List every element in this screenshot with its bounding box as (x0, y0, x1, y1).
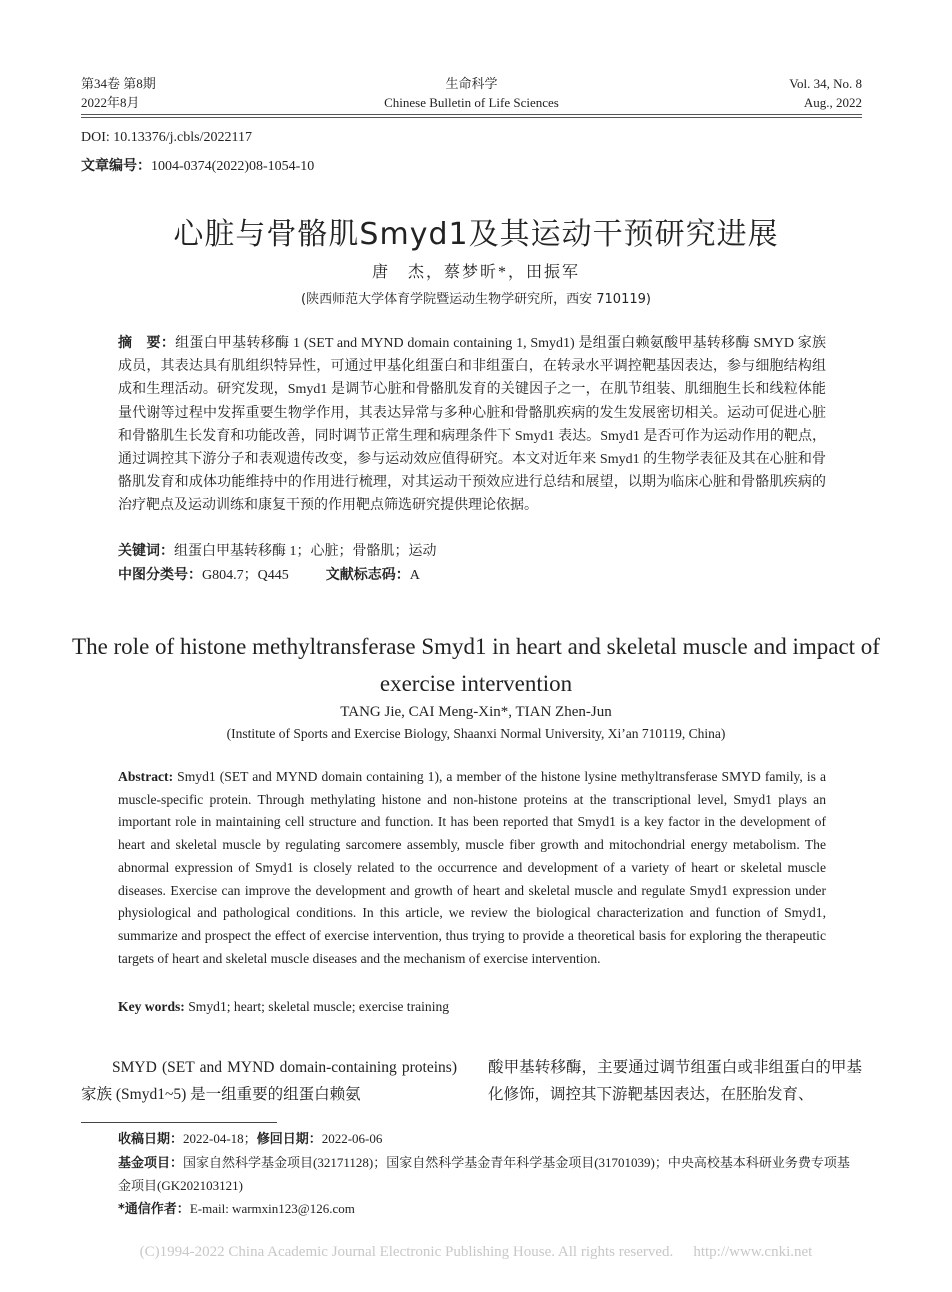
cnki-url[interactable]: http://www.cnki.net (693, 1244, 813, 1260)
dates-line (118, 1128, 862, 1152)
body-paragraph-left: SMYD (SET and MYND domain-containing proteins) 家族 (Smyd1~5) 是一组重要的组蛋白赖氨 (81, 1059, 457, 1103)
abstract-cn-text: 组蛋白甲基转移酶 1 (SET and MYND domain containing 1, Smyd1) 是组蛋白赖氨酸甲基转移酶 SMYD 家族成员，其表达具有肌组织特异性，可通过甲基化组蛋白和非组蛋白，在转录水平调控靶基因表达，参与细胞结构组成和生理活动。研究发现，Smyd1 是调节心脏和骨骼肌发育的关键因子之一，在肌节组装、肌细胞生长和线粒体能量代谢等过程中发挥重要生物学作用，其表达异常与多种心脏和骨骼肌疾病的发生发展密切相关。运动可促进心脏和骨骼肌生长发育和功能改善，同时调节正常生理和病理条件下 Smyd1 表达。Smyd1 是否可作为运动作用的靶点，通过调控其下游分子和表观遗传改变，参与运动效应值得研究。本文对近年来 Smyd1 的生物学表征及其在心脏和骨骼肌发育和成体功能维持中的作用进行梳理，对其运动干预效应进行总结和展望，以期为临床心脏和骨骼肌疾病的治疗靶点及运动训练和康复干预的作用靶点筛选研究提供理论依据。 (118, 336, 826, 514)
doc-code-value: A (409, 568, 420, 583)
volume-issue-en-line: Vol. 34, No. 8 (789, 76, 862, 91)
keywords-en (118, 996, 826, 1018)
clc-value: G804.7；Q445 (202, 568, 289, 583)
article-number (81, 156, 314, 177)
date-line: 2022年8月 (81, 95, 140, 110)
keywords-cn-label: 关键词： (118, 543, 174, 559)
keywords-cn-value: 组蛋白甲基转移酶 1；心脏；骨骼肌；运动 (174, 544, 437, 559)
received-date: 2022-04-18； (183, 1131, 257, 1146)
corresponding-label: *通信作者： (118, 1201, 190, 1217)
body-column-right (488, 1054, 862, 1108)
article-number-label: 文章编号： (81, 158, 151, 174)
body-paragraph-right: 酸甲基转移酶，主要通过调节组蛋白或非组蛋白的甲基化修饰，调控其下游靶基因表达，在胚胎发育、 (488, 1059, 862, 1103)
paper-title-cn: 心脏与骨骼肌Smyd1及其运动干预研究进展 (173, 217, 779, 252)
abstract-en-label: Abstract: (118, 769, 174, 784)
received-label: 收稿日期： (118, 1132, 184, 1147)
funding-label: 基金项目： (118, 1155, 184, 1171)
doi[interactable]: DOI: 10.13376/j.cbls/2022117 (81, 130, 252, 145)
volume-issue-en (789, 74, 862, 112)
revised-label: 修回日期： (256, 1132, 322, 1147)
abstract-en-text: Smyd1 (SET and MYND domain containing 1), a member of the histone lysine methyltransferase SMYD family, is a muscle-specific protein. Through methylating histone and non-histone proteins at the transcriptional level, Smyd1 plays an important role in maintaining cell structure and function. It has been reported that Smyd1 is a key factor in the development of heart and skeletal muscle by regulating sarcomere assembly, muscle fiber growth and mitochondrial energy metabolism. The abnormal expression of Smyd1 is closely related to the occurrence and development of a variety of heart or skeletal muscle diseases. Exercise can improve the development and growth of heart and skeletal muscle and regulate Smyd1 expression under physiological and pathological conditions. In this article, we review the biological characterization and function of Smyd1, summarize and prospect the effect of exercise intervention, thus trying to provide a theoretical basis for exploring the therapeutic targets of heart and skeletal muscle diseases and the mechanism of exercise intervention. (118, 769, 826, 966)
body-column-left (81, 1054, 457, 1108)
header-rule (81, 114, 862, 115)
paper-title-en: The role of histone methyltransferase Smyd1 in heart and skeletal muscle and impact of exercise intervention (72, 634, 880, 696)
classification-line (118, 564, 826, 587)
funding-line (118, 1152, 862, 1198)
copyright-watermark (0, 1244, 952, 1261)
volume-issue-line: 第34卷 第8期 (81, 76, 156, 91)
affiliation-cn: (陕西师范大学体育学院暨运动生物学研究所，西安 710119) (301, 292, 651, 307)
corresponding-author-line (118, 1198, 862, 1222)
keywords-cn (118, 540, 826, 563)
journal-name (81, 74, 862, 112)
authors-cn: 唐 杰，蔡梦昕*，田振军 (371, 264, 580, 281)
abstract-cn-label: 摘 要： (118, 335, 176, 351)
header-rule-secondary (81, 117, 862, 118)
article-number-value: 1004-0374(2022)08-1054-10 (151, 159, 315, 174)
abstract-en (118, 766, 826, 970)
doc-code-label: 文献标志码： (325, 567, 410, 583)
revised-date: 2022-06-06 (321, 1131, 383, 1146)
clc-label: 中图分类号： (118, 567, 202, 583)
keywords-en-label: Key words: (118, 999, 185, 1014)
funding-text: 国家自然科学基金项目(32171128)；国家自然科学基金青年科学基金项目(31701039)；中央高校基本科研业务费专项基金项目(GK202103121) (118, 1154, 850, 1193)
corresponding-email[interactable]: E-mail: warmxin123@126.com (189, 1200, 355, 1216)
journal-header (81, 74, 862, 114)
affiliation-en: (Institute of Sports and Exercise Biology, Shaanxi Normal University, Xi’an 710119, China) (226, 726, 726, 741)
footnote-rule (81, 1122, 277, 1123)
journal-name-en: Chinese Bulletin of Life Sciences (384, 95, 559, 110)
keywords-en-value: Smyd1; heart; skeletal muscle; exercise training (188, 999, 450, 1014)
footnote (118, 1128, 862, 1221)
copyright-notice: (C)1994-2022 China Academic Journal Electronic Publishing House. All rights reserved. (139, 1244, 674, 1260)
authors-en: TANG Jie, CAI Meng-Xin*, TIAN Zhen-Jun (340, 704, 612, 720)
date-en-line: Aug., 2022 (803, 95, 862, 110)
abstract-cn (118, 332, 826, 518)
journal-name-cn: 生命科学 (445, 76, 498, 91)
